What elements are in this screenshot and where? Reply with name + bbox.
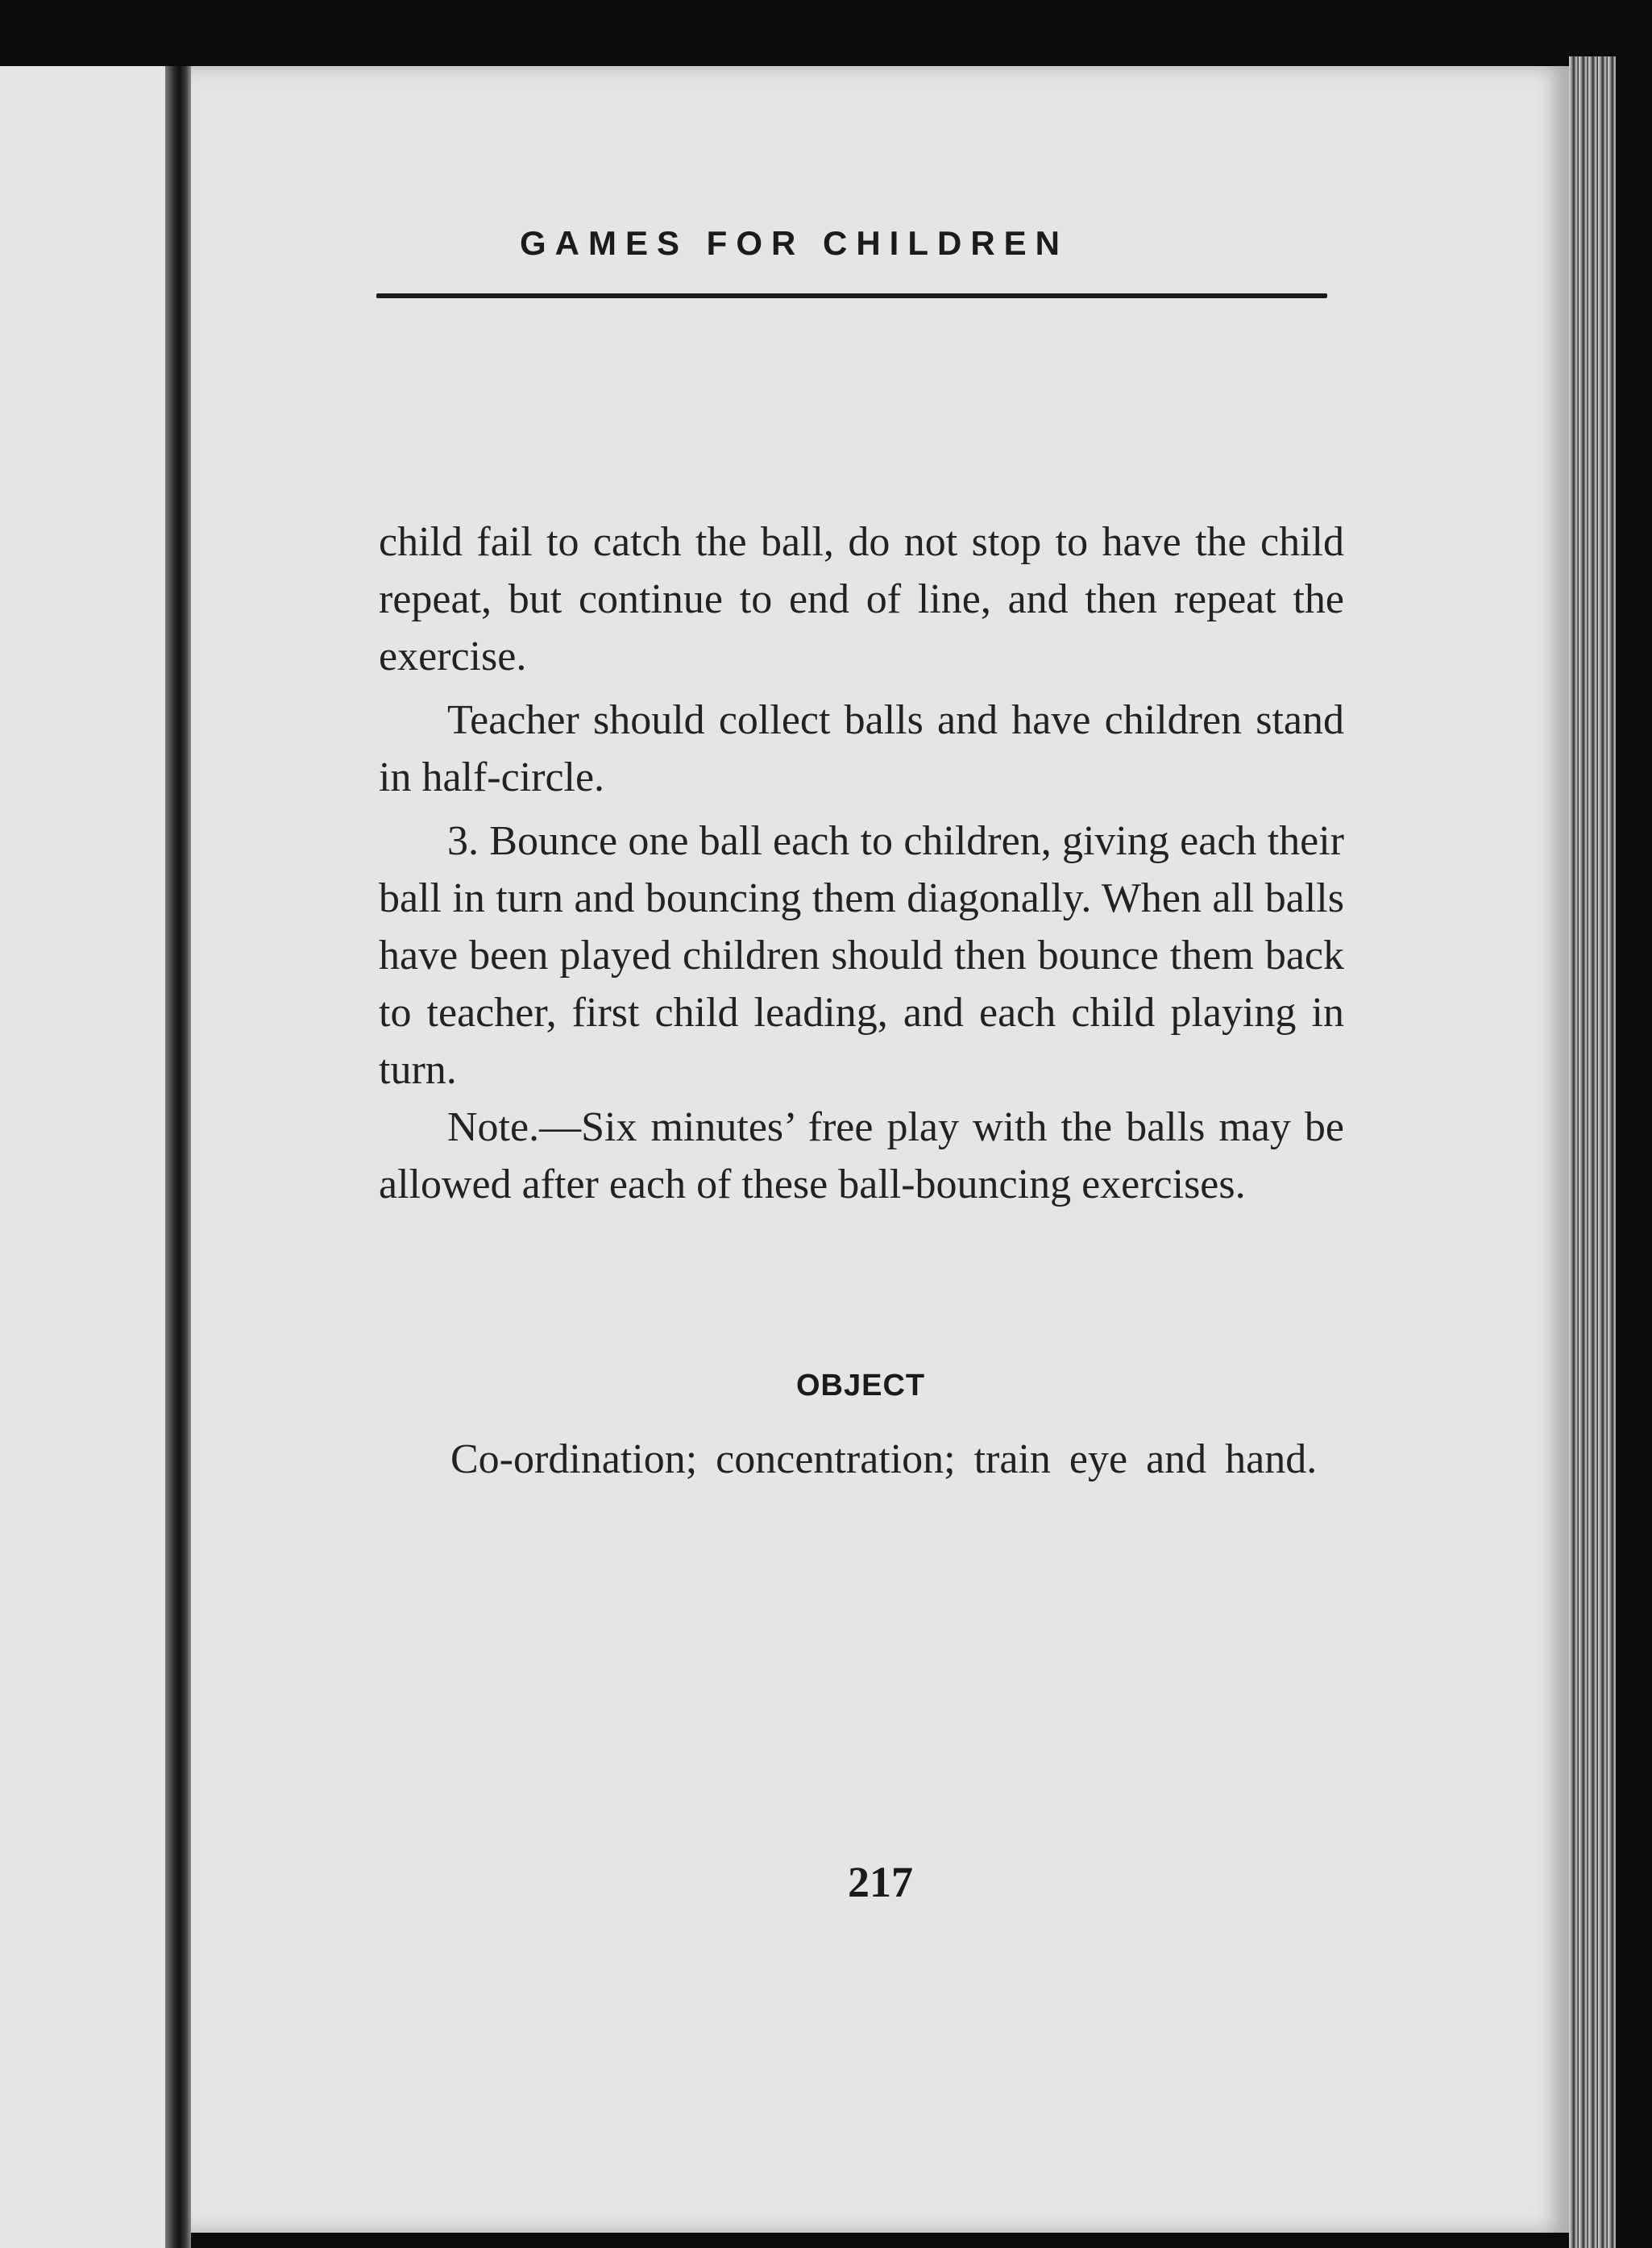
object-text [401, 1429, 1358, 1490]
object-paragraph: Co-ordination; concentration; train eye and hand. [450, 1436, 1318, 1482]
paragraph-note: Note.—Six minutes’ free play with the balls may be allowed after each of these ball-bouncing exercises. [379, 1104, 1344, 1207]
running-head: GAMES FOR CHILDREN [520, 224, 1069, 262]
body-text [379, 513, 1344, 1213]
binding-gutter [165, 66, 191, 2248]
paragraph-continued: child fail to catch the ball, do not stop to have the child repeat, but continue to end of line, and then repeat the exercise. [379, 519, 1344, 679]
paragraph-teacher: Teacher should collect balls and have children stand in half-circle. [379, 697, 1344, 800]
facing-page-edge [0, 66, 176, 2248]
page-number: 217 [848, 1858, 913, 1906]
header-rule [376, 293, 1327, 298]
object-heading: OBJECT [796, 1369, 926, 1402]
page-stack-edge [1569, 56, 1616, 2248]
paragraph-step-3: 3. Bounce one ball each to children, giving each their ball in turn and bouncing them diagonally. When all balls have been played children should then bounce them back to teacher, first child leading, and each child playing in turn. [379, 818, 1344, 1093]
